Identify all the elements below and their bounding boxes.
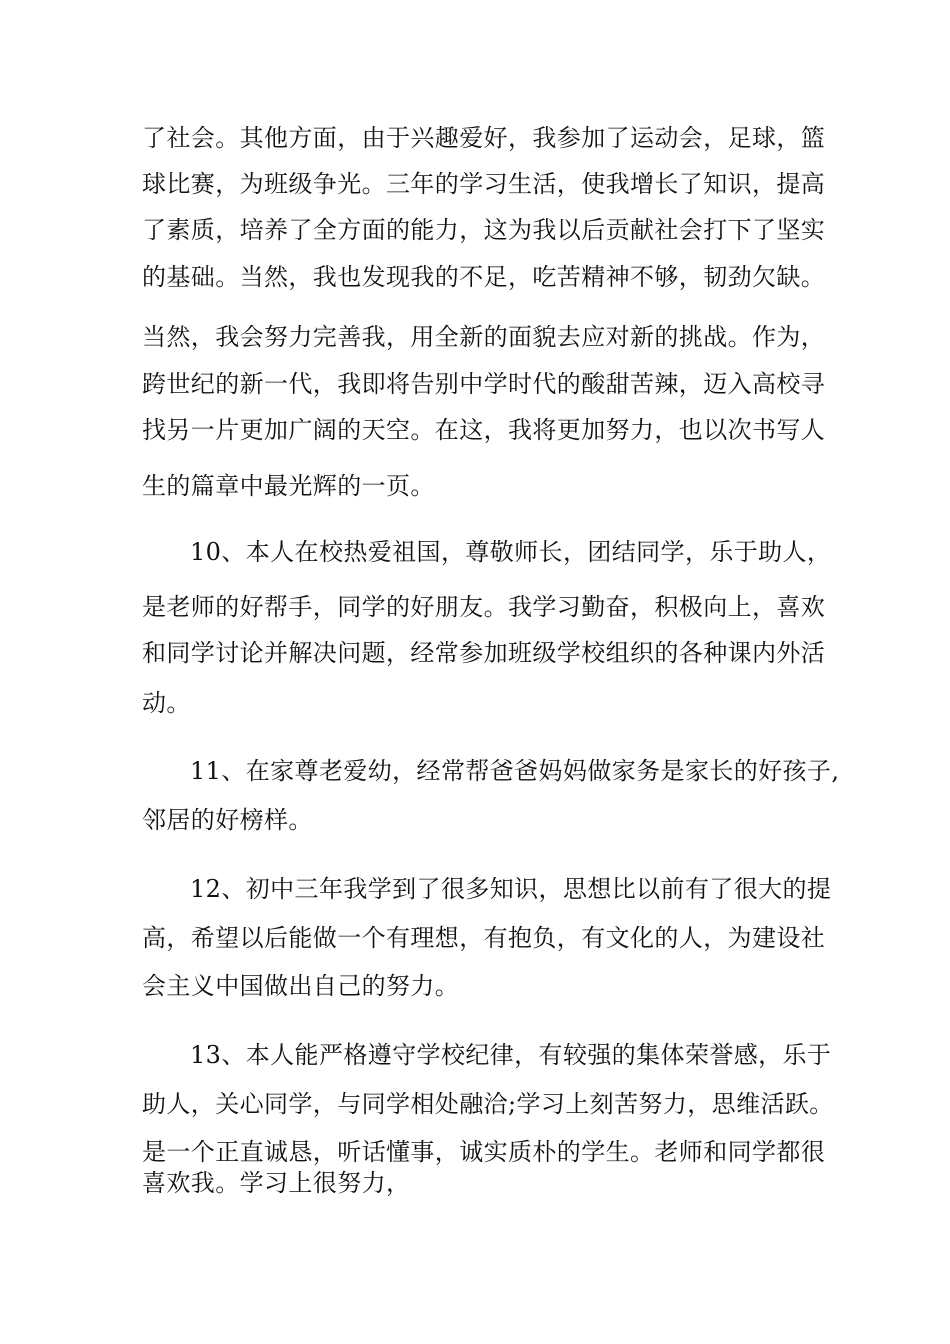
text-line: 是一个正直诚恳，听话懂事，诚实质朴的学生。老师和同学都很 [142, 1138, 826, 1166]
text-line: 邻居的好榜样。 [142, 806, 313, 834]
text-line: 助人，关心同学，与同学相处融洽;学习上刻苦努力，思维活跃。 [142, 1090, 834, 1118]
text-line: 生的篇章中最光辉的一页。 [142, 472, 435, 500]
text-line: 当然，我会努力完善我，用全新的面貌去应对新的挑战。作为， [142, 323, 826, 351]
text-line: 高，希望以后能做一个有理想，有抱负，有文化的人，为建设社 [142, 924, 826, 952]
text-line: 找另一片更加广阔的天空。在这，我将更加努力，也以次书写人 [142, 416, 826, 444]
paragraph-first-line: 12、初中三年我学到了很多知识，思想比以前有了很大的提 [190, 875, 832, 903]
text-line: 了社会。其他方面，由于兴趣爱好，我参加了运动会，足球，篮 [142, 124, 826, 152]
text-line: 了素质，培养了全方面的能力，这为我以后贡献社会打下了坚实 [142, 216, 826, 244]
text-line: 会主义中国做出自己的努力。 [142, 972, 460, 1000]
text-line: 动。 [142, 689, 191, 717]
paragraph-first-line: 13、本人能严格遵守学校纪律，有较强的集体荣誉感，乐于 [190, 1041, 832, 1069]
text-line: 的基础。当然，我也发现我的不足，吃苦精神不够，韧劲欠缺。 [142, 263, 826, 291]
paragraph-first-line: 10、本人在校热爱祖国，尊敬师长，团结同学，乐于助人， [190, 538, 832, 566]
text-line: 喜欢我。学习上很努力， [142, 1169, 411, 1197]
paragraph-first-line: 11、在家尊老爱幼，经常帮爸爸妈妈做家务是家长的好孩子, [190, 757, 840, 785]
text-line: 是老师的好帮手，同学的好朋友。我学习勤奋，积极向上，喜欢 [142, 593, 826, 621]
text-line: 跨世纪的新一代，我即将告别中学时代的酸甜苦辣，迈入高校寻 [142, 370, 826, 398]
text-line: 和同学讨论并解决问题，经常参加班级学校组织的各种课内外活 [142, 639, 826, 667]
text-line: 球比赛，为班级争光。三年的学习生活，使我增长了知识，提高 [142, 170, 826, 198]
